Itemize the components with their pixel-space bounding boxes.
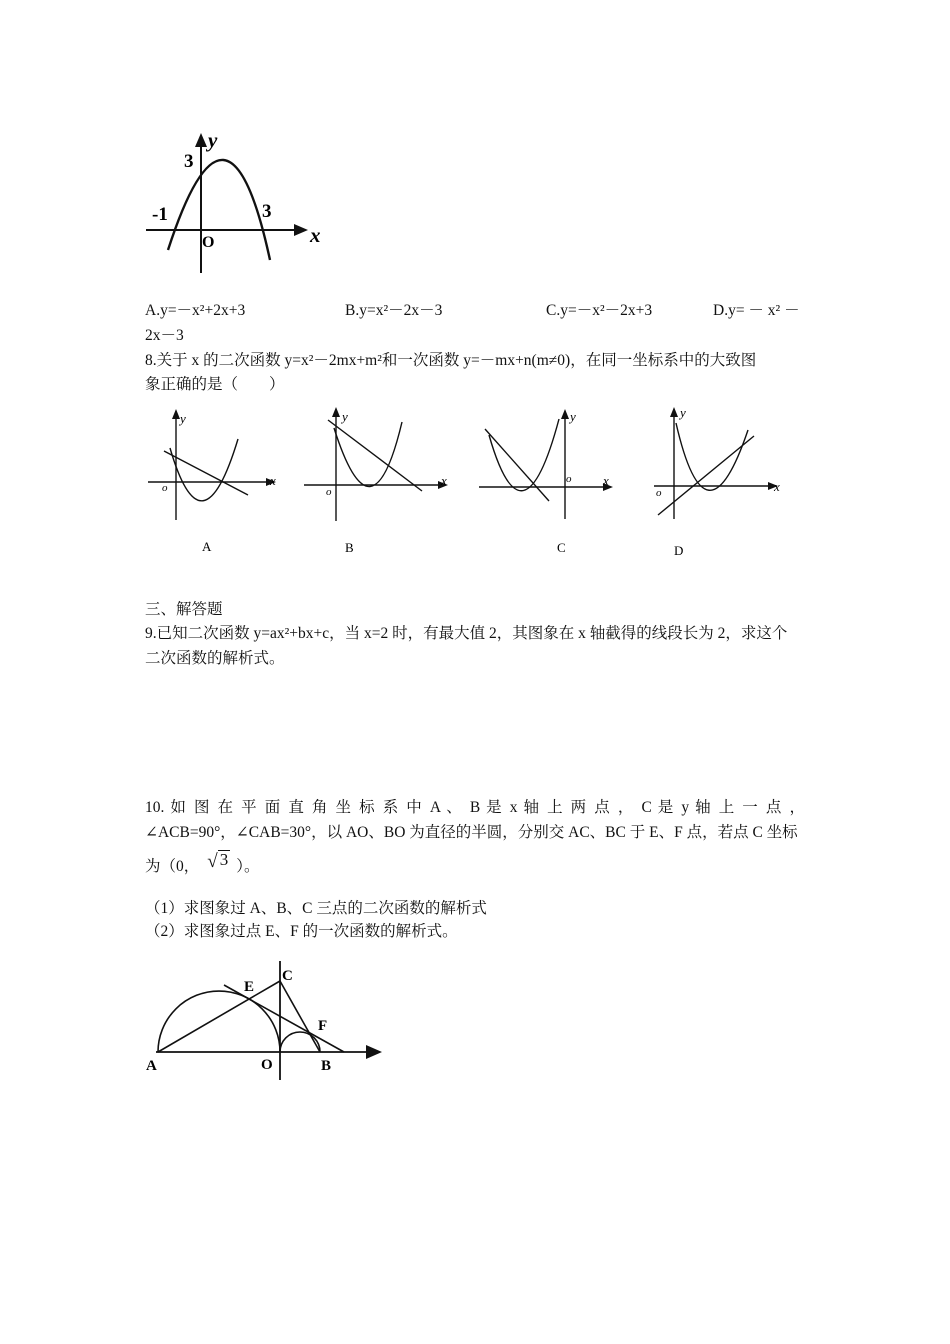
q8-graph-c-x-label: x: [603, 473, 609, 488]
q7-y-label: y: [208, 128, 218, 152]
q10-coordinate-prefix: 为（0，: [145, 858, 200, 875]
point-c-label: C: [282, 968, 293, 984]
q10-subquestion-1: （1）求图象过 A、B、C 三点的二次函数的解析式: [145, 900, 487, 917]
q8-graph-a: [140, 405, 290, 555]
q8-graph-d-origin: o: [656, 487, 662, 499]
q7-right-root-label: 3: [262, 201, 272, 222]
sqrt-symbol: √: [207, 851, 218, 872]
q9-question-line1: 9.已知二次函数 y=ax²+bx+c，当 x=2 时，有最大值 2，其图象在 x 轴截得的线段长为 2，求这个: [145, 625, 788, 642]
q10-geometry-figure: [140, 955, 390, 1080]
q8-graph-c-label: C: [557, 540, 566, 555]
q7-option-d: D.y= － x² －: [713, 302, 800, 319]
q8-graph-b: [298, 405, 458, 555]
q8-graph-b-y-label: y: [342, 409, 348, 424]
q7-option-d-continued: 2x－3: [145, 327, 184, 344]
point-b-label: B: [321, 1058, 332, 1074]
q8-graph-a-label: A: [202, 539, 212, 554]
q7-left-root-label: -1: [152, 204, 168, 225]
q7-origin-label: O: [202, 234, 215, 251]
point-e-label: E: [244, 979, 255, 995]
sqrt-radicand: 3: [219, 850, 229, 869]
section-title: 三、解答题: [145, 601, 223, 618]
q10-coordinate-suffix: ）。: [236, 858, 260, 875]
q8-graph-b-origin: o: [326, 486, 332, 498]
q8-question-line2: 象正确的是（ ）: [145, 376, 285, 393]
q8-graph-d-y-label: y: [680, 405, 686, 420]
q10-subquestion-2: （2）求图象过点 E、F 的一次函数的解析式。: [145, 923, 458, 940]
q8-graph-d: [650, 405, 790, 555]
q8-question-line1: 8.关于 x 的二次函数 y=x²－2mx+m²和一次函数 y=－mx+n(m≠0)，在同一坐标系中的大致图: [145, 352, 757, 369]
q8-graph-b-x-label: x: [441, 473, 447, 488]
q8-graph-d-x-label: x: [774, 479, 780, 494]
q8-graph-a-y-label: y: [180, 411, 186, 426]
q8-graph-c-y-label: y: [570, 409, 576, 424]
q8-graph-b-label: B: [345, 540, 354, 555]
q10-question-line2: ∠ACB=90°，∠CAB=30°，以 AO、BO 为直径的半圆，分别交 AC、BC 于 E、F 点，若点 C 坐标: [145, 824, 798, 841]
point-a-label: A: [146, 1058, 157, 1074]
q8-graph-d-label: D: [674, 543, 684, 555]
q7-x-label: x: [310, 223, 321, 247]
q8-graph-a-origin: o: [162, 482, 168, 494]
q10-question-line3: [145, 850, 260, 878]
q7-option-c: C.y=－x²－2x+3: [546, 302, 653, 319]
q8-graph-a-x-label: x: [270, 473, 276, 488]
q8-graph-c: [475, 405, 625, 555]
q7-option-b: B.y=x²－2x－3: [345, 302, 443, 319]
q8-graph-c-origin: o: [566, 473, 572, 485]
q9-question-line2: 二次函数的解析式。: [145, 650, 285, 667]
q7-parabola-graph: [140, 125, 330, 280]
q10-question-line1: 10. 如 图 在 平 面 直 角 坐 标 系 中 A 、 B 是 x 轴 上 两 点 ， C 是 y 轴 上 一 点 ，: [145, 799, 805, 816]
q7-y-intercept-label: 3: [184, 151, 194, 172]
point-f-label: F: [318, 1018, 328, 1034]
q7-option-a: A.y=－x²+2x+3: [145, 302, 246, 319]
point-o-label: O: [261, 1057, 273, 1073]
